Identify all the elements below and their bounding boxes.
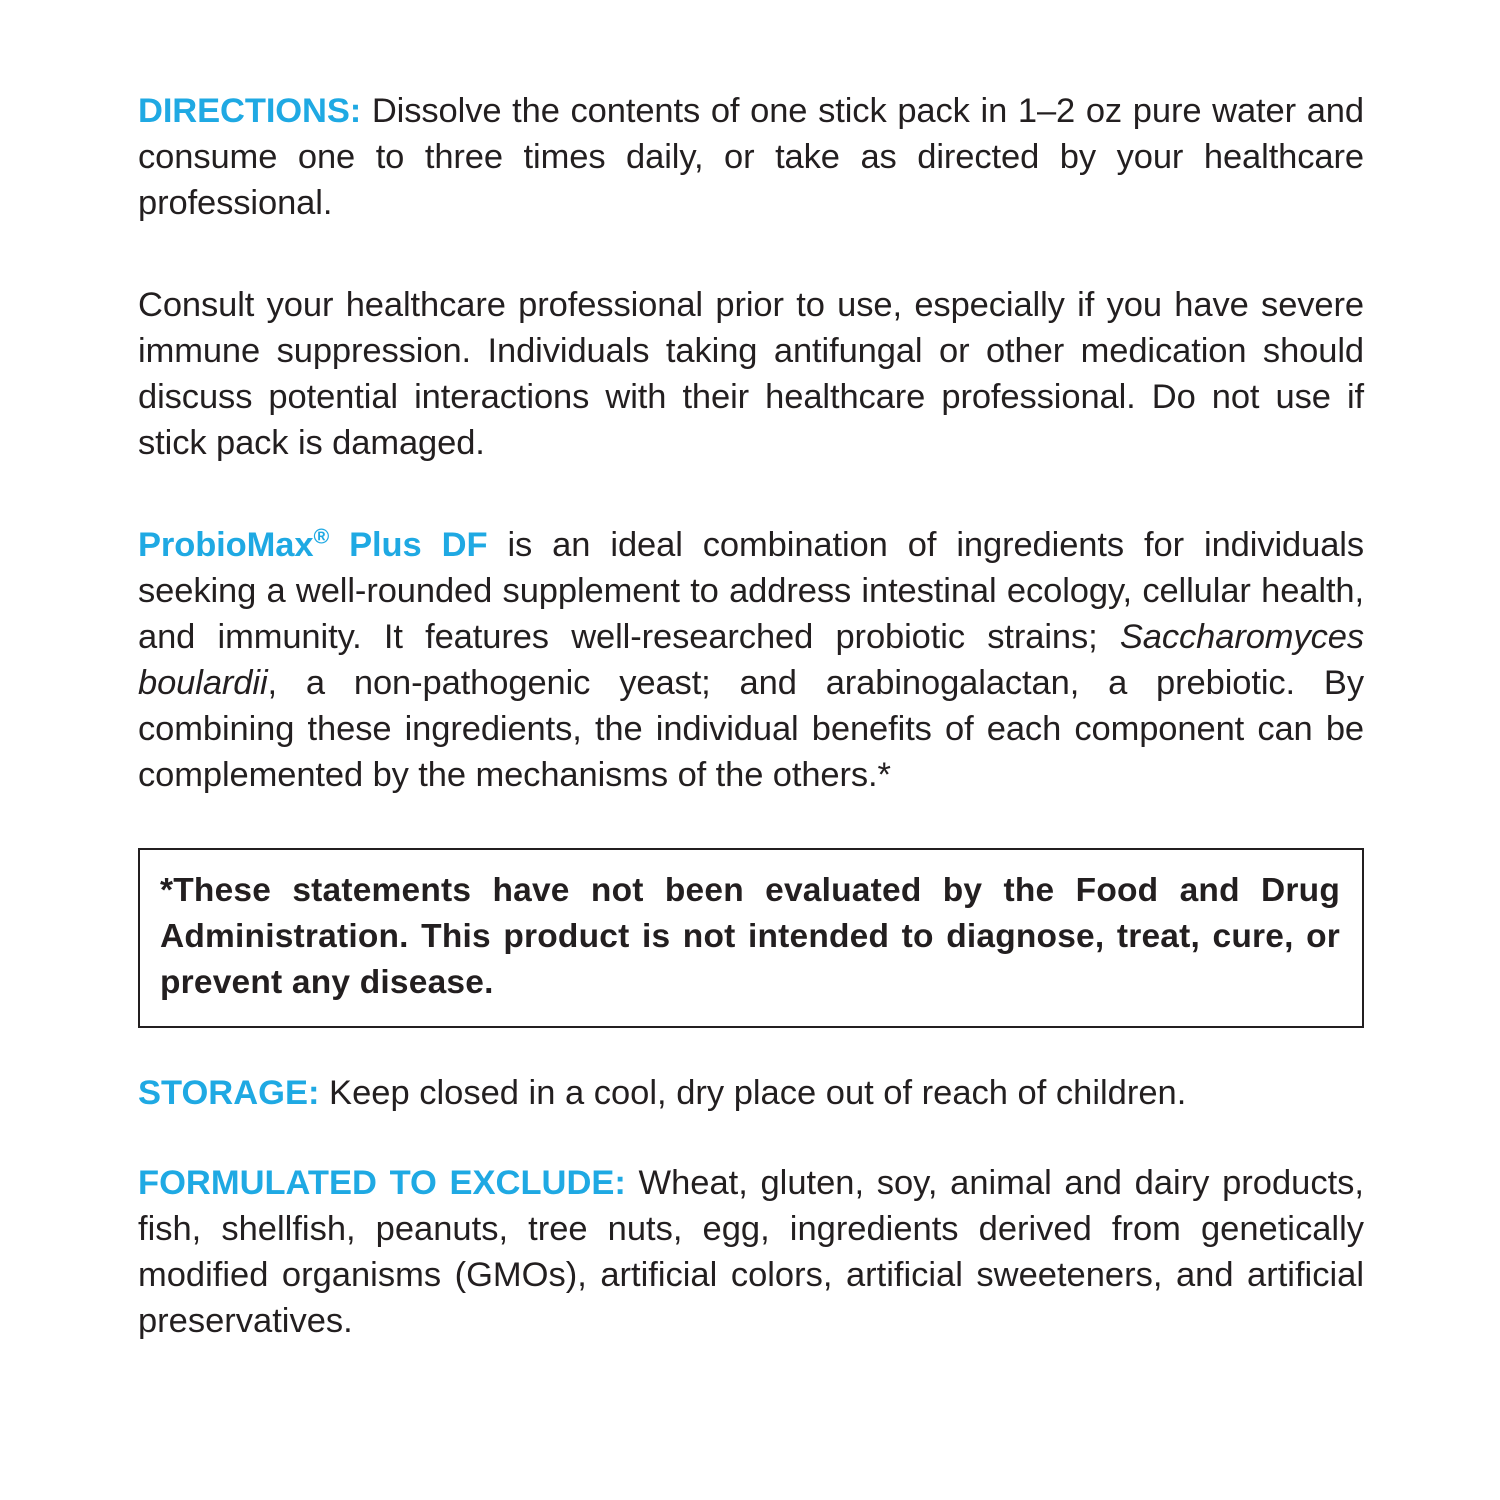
- registered-trademark-icon: ®: [313, 524, 330, 549]
- product-description-section: [138, 522, 1364, 798]
- formulated-to-exclude-body: Wheat, gluten, soy, animal and dairy products, fish, shellfish, peanuts, tree nuts, egg, ingredients derived from genetically modified organisms (GMOs), artificial colors, artificial sweeteners, and artificial preservatives.: [138, 1164, 1364, 1340]
- spacer-1: [138, 226, 1364, 282]
- directions-paragraph: [138, 88, 1364, 226]
- formulated-to-exclude-section: [138, 1160, 1364, 1344]
- product-name-suffix: Plus DF: [329, 526, 488, 564]
- fda-disclaimer-box: [138, 848, 1364, 1028]
- directions-section: [138, 88, 1364, 226]
- product-body-part2: , a non-pathogenic yeast; and arabinogalactan, a prebiotic. By combining these ingredients, the individual benefits of each component can be complemented by the mechanisms of the others.*: [138, 664, 1364, 794]
- spacer-2: [138, 466, 1364, 522]
- product-body-part1: is an ideal combination of ingredients for individuals seeking a well-rounded supplement to address intestinal ecology, cellular health, and immunity. It features well-researched probiotic strains;: [138, 526, 1365, 656]
- product-description-paragraph: [138, 522, 1364, 798]
- directions-body: Dissolve the contents of one stick pack in 1–2 oz pure water and consume one to three times daily, or take as directed by your healthcare professional.: [138, 92, 1364, 222]
- storage-section: [138, 1070, 1364, 1116]
- fda-disclaimer-text: *These statements have not been evaluated by the Food and Drug Administration. This product is not intended to diagnose, treat, cure, or prevent any disease.: [160, 872, 1340, 1001]
- spacer-5: [138, 1116, 1364, 1160]
- formulated-to-exclude-label: FORMULATED TO EXCLUDE:: [138, 1164, 626, 1202]
- spacer-3: [138, 798, 1364, 848]
- product-name: ProbioMax: [138, 526, 314, 564]
- directions-label: DIRECTIONS:: [138, 92, 362, 130]
- storage-paragraph: [138, 1070, 1364, 1116]
- storage-body: Keep closed in a cool, dry place out of reach of children.: [319, 1074, 1187, 1112]
- caution-section: [138, 282, 1364, 466]
- formulated-to-exclude-paragraph: [138, 1160, 1364, 1344]
- storage-label: STORAGE:: [138, 1074, 320, 1112]
- caution-paragraph: Consult your healthcare professional prior to use, especially if you have severe immune suppression. Individuals taking antifungal or other medication should discuss potential interactions with their healthcare professional. Do not use if stick pack is damaged.: [138, 286, 1364, 462]
- spacer-4: [138, 1028, 1364, 1070]
- species-name: Saccharomyces boulardii: [138, 618, 1364, 702]
